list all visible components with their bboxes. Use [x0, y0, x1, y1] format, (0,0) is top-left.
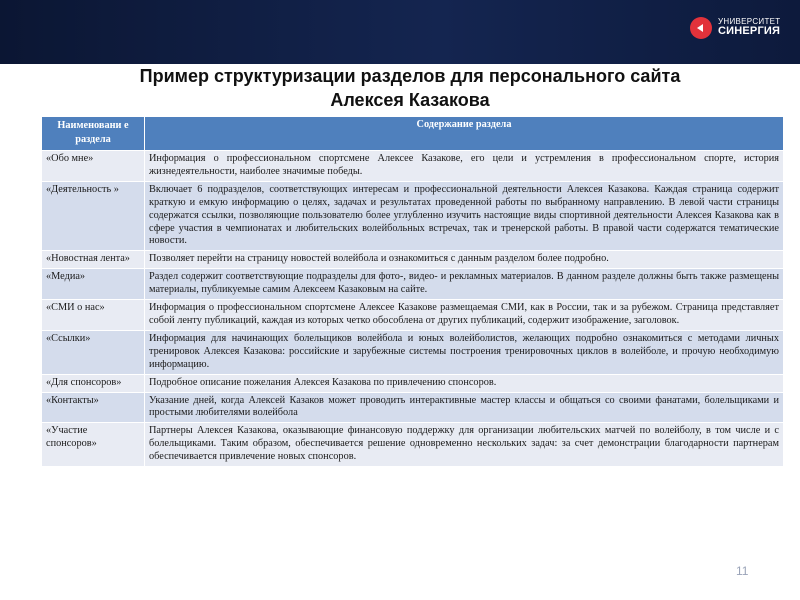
synergy-logo: [690, 17, 780, 39]
section-description: Партнеры Алексея Казакова, оказывающие финансовую поддержку для организации любительских матчей по волейболу, в том числе и с болельщиками. Таким образом, обеспечивается решение одновременно нескольких задач: за счет демонстрации благодарности партнерам обеспечивается привлечение новых спонсоров.: [145, 423, 784, 467]
logo-synergy-text: СИНЕРГИЯ: [718, 25, 781, 38]
header-section-content: Содержание раздела: [145, 117, 784, 151]
section-name: «СМИ о нас»: [42, 300, 145, 331]
section-description: Указание дней, когда Алексей Казаков может проводить интерактивные мастер классы и общаться со своими фанатами, болельщиками и простыми любителями волейбола: [145, 392, 784, 423]
slide-title-line1: Пример структуризации разделов для персонального сайта: [139, 66, 681, 86]
slide-title-line2: Алексея Казакова: [330, 90, 490, 110]
table-row: [42, 423, 784, 467]
table-row: [42, 330, 784, 374]
header-section-name: Наименовани е раздела: [42, 117, 145, 151]
table-row: [42, 251, 784, 269]
section-name: «Медиа»: [42, 269, 145, 300]
section-description: Подробное описание пожелания Алексея Казакова по привлечению спонсоров.: [145, 374, 784, 392]
section-name: «Ссылки»: [42, 330, 145, 374]
section-description: Информация о профессиональном спортсмене Алексее Казакове, его цели и устремления в профессиональном спорте, история жизнедеятельности, наиболее значимые победы.: [145, 151, 784, 182]
table-row: [42, 374, 784, 392]
table-header-row: [42, 117, 784, 151]
section-name: «Участие спонсоров»: [42, 423, 145, 467]
table-row: [42, 392, 784, 423]
section-description: Позволяет перейти на страницу новостей волейбола и ознакомиться с данным разделом более подробно.: [145, 251, 784, 269]
section-name: «Деятельность »: [42, 181, 145, 251]
header-band: [0, 0, 800, 64]
table-row: [42, 269, 784, 300]
section-description: Раздел содержит соответствующие подразделы для фото-, видео- и рекламных материалов. В данном разделе должны быть также размещены материалы, публикуемые самим Алексеем Казаковым на сайте.: [145, 269, 784, 300]
table-row: [42, 151, 784, 182]
section-name: «Для спонсоров»: [42, 374, 145, 392]
section-description: Информация о профессиональном спортсмене Алексее Казакове размещаемая СМИ, как в России, так и за рубежом. Страница представляет собой ленту публикаций, каждая из которых четко обособлена от других публикаций, содержит изображение, заголовок.: [145, 300, 784, 331]
sections-table: [41, 116, 784, 467]
section-description: Включает 6 подразделов, соответствующих интересам и профессиональной деятельности Алексея Казакова. Каждая страница содержит краткую и емкую информацию о целях, задачах и результатах проведенной работы по выбранному направлению. В левой части страницы содержатся ссылки, позволяющие пользователю более углубленно изучить настоящие виды спортивной деятельности Алексея Казакова как в сфере участия в чемпионатах и любительских волейбольных встречах, так и тренерской работы. В правой части содержатся тематические новости.: [145, 181, 784, 251]
section-name: «Новостная лента»: [42, 251, 145, 269]
slide-title: [40, 64, 780, 112]
table-row: [42, 181, 784, 251]
logo-university-text: УНИВЕРСИТЕТ: [718, 17, 781, 27]
synergy-logo-icon: [690, 17, 712, 39]
table-row: [42, 300, 784, 331]
page-number: 11: [736, 564, 749, 578]
section-name: «Контакты»: [42, 392, 145, 423]
section-name: «Обо мне»: [42, 151, 145, 182]
section-description: Информация для начинающих болельщиков волейбола и юных волейболистов, желающих подробно ознакомиться с методами личных тренировок Алексея Казакова: российские и зарубежные системы построения тренировочных циклов в волейболе, и прочую необходимую информацию.: [145, 330, 784, 374]
